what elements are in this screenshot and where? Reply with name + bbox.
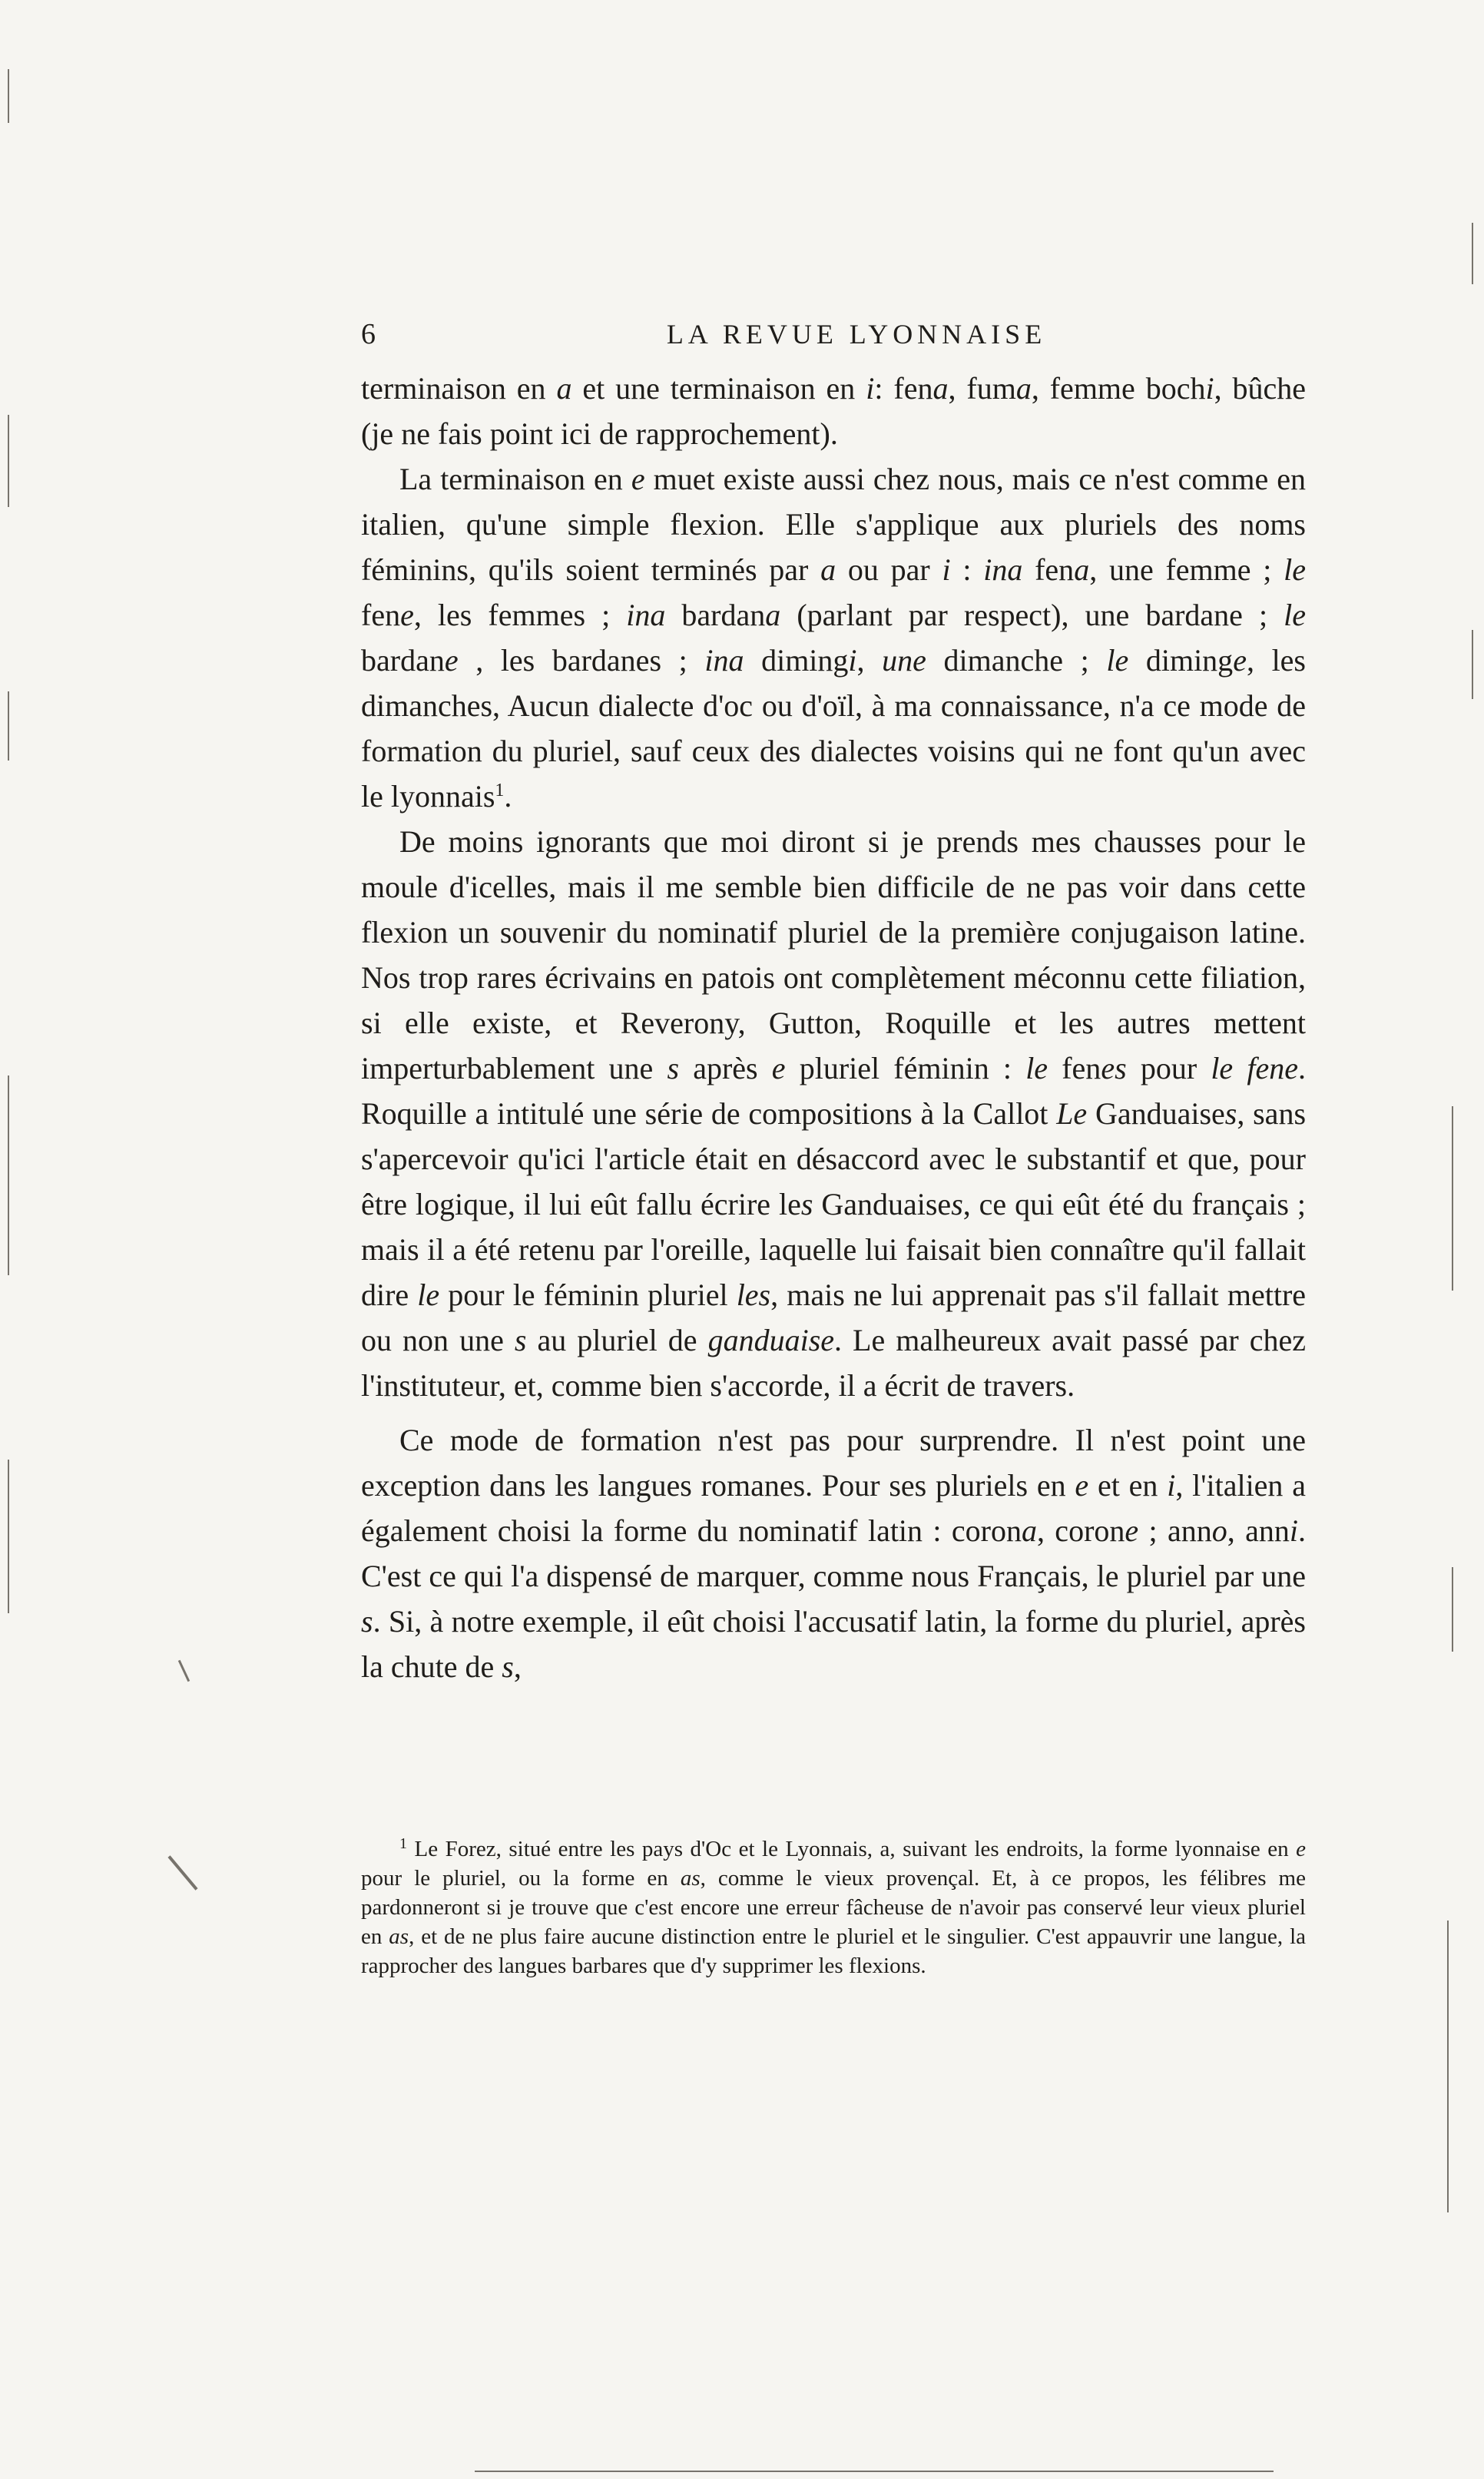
running-head bbox=[361, 317, 1306, 355]
italic-run: les bbox=[736, 1278, 771, 1312]
italic-run: e bbox=[771, 1051, 786, 1085]
text-run: ; ann bbox=[1138, 1513, 1212, 1548]
scan-artifact bbox=[178, 1660, 190, 1682]
italic-run: e bbox=[1075, 1468, 1089, 1503]
italic-run: une bbox=[882, 643, 926, 678]
scan-artifact bbox=[8, 691, 9, 761]
text-run: fen bbox=[361, 598, 401, 632]
text-run: terminaison en bbox=[361, 371, 557, 406]
text-run: , femme boch bbox=[1031, 371, 1206, 406]
scan-artifact bbox=[8, 415, 9, 507]
italic-run: le bbox=[1284, 598, 1307, 632]
text-run: , bbox=[856, 643, 883, 678]
italic-run: s bbox=[514, 1323, 527, 1357]
italic-run: a bbox=[932, 371, 949, 406]
text-run: , et de ne plus faire aucune distinction entre le pluriel et le singulier. C'est appauvrir une langue, la rapprocher des langues barbares que d'y supprimer les flexions. bbox=[361, 1924, 1307, 1978]
text-run: et une terminaison en bbox=[571, 371, 866, 406]
footnote-marker: 1 bbox=[399, 1835, 407, 1852]
italic-run: as bbox=[680, 1866, 701, 1891]
italic-run: i bbox=[1167, 1468, 1176, 1503]
italic-run: i bbox=[1205, 371, 1214, 406]
paragraph-4 bbox=[361, 1417, 1306, 1689]
text-run: bardan bbox=[665, 598, 766, 632]
italic-run: as bbox=[389, 1924, 409, 1949]
text-run: . Roquille a intitulé une série de compositions à la Callot bbox=[361, 1051, 1306, 1131]
italic-run: i bbox=[848, 643, 857, 678]
text-run: pour le féminin pluriel bbox=[439, 1278, 737, 1312]
italic-run: a bbox=[820, 552, 836, 587]
footnotes bbox=[361, 1834, 1306, 1980]
text-run: . C'est ce qui l'a dispensé de marquer, comme nous Français, le pluriel par une bbox=[361, 1513, 1306, 1593]
page-number: 6 bbox=[361, 318, 376, 350]
text-run: fen bbox=[1048, 1051, 1101, 1085]
paragraph-1 bbox=[361, 366, 1306, 456]
text-run: ou par bbox=[836, 552, 942, 587]
text-run: diming bbox=[744, 643, 849, 678]
text-run: , coron bbox=[1036, 1513, 1125, 1548]
paragraph-2 bbox=[361, 456, 1306, 819]
scan-artifact bbox=[8, 1460, 9, 1613]
scan-artifact bbox=[1447, 1921, 1449, 2212]
text-run: (parlant par respect), une bardane ; bbox=[780, 598, 1284, 632]
italic-run: s bbox=[951, 1187, 963, 1221]
italic-run: le bbox=[1025, 1051, 1048, 1085]
text-run: , fum bbox=[948, 371, 1016, 406]
text-run: . bbox=[504, 779, 512, 814]
text-run: , une femme ; bbox=[1089, 552, 1284, 587]
italic-run: s bbox=[800, 1187, 813, 1221]
scan-artifact bbox=[1472, 223, 1473, 284]
italic-run: le fene bbox=[1211, 1051, 1298, 1085]
italic-run: a bbox=[1015, 371, 1032, 406]
italic-run: ina bbox=[704, 643, 744, 678]
italic-run: a bbox=[765, 598, 781, 632]
italic-run: e bbox=[1233, 643, 1247, 678]
italic-run: le bbox=[1284, 552, 1307, 587]
text-run: : bbox=[950, 552, 984, 587]
text-run: et en bbox=[1088, 1468, 1168, 1503]
text-run: pluriel féminin : bbox=[785, 1051, 1026, 1085]
italic-run: es bbox=[1101, 1051, 1127, 1085]
text-run: Ce mode de formation n'est pas pour surprendre. Il n'est point une exception dans les langues romanes. Pour ses pluriels en bbox=[361, 1423, 1306, 1503]
italic-run: o bbox=[1211, 1513, 1227, 1548]
text-run: pour le pluriel, ou la forme en bbox=[361, 1866, 681, 1891]
italic-run: a bbox=[1074, 552, 1090, 587]
scan-artifact bbox=[167, 1855, 197, 1890]
text-run: De moins ignorants que moi diront si je prends mes chausses pour le moule d'icelles, mais il me semble bien difficile de ne pas voir dans cette flexion un souvenir du nominatif pluriel de la première conjugaison latine. Nos trop rares écrivains en patois ont complètement méconnu cette filiation, si elle existe, et Reverony, Gutton, Roquille et les autres mettent imperturbablement une bbox=[361, 824, 1306, 1085]
text-run: au pluriel de bbox=[526, 1323, 708, 1357]
text-run: , ce qui eût été du français ; mais il a été retenu par l'oreille, laquelle lui faisait bien connaître qu'il fallait dire bbox=[361, 1187, 1306, 1312]
text-run: , sans s'apercevoir qu'ici l'article était en désaccord avec le substantif et que, pour être logique, il lui eût fallu écrire le bbox=[361, 1096, 1307, 1221]
italic-run: le bbox=[417, 1278, 440, 1312]
text-run: , bbox=[513, 1649, 522, 1684]
journal-title: LA REVUE LYONNAISE bbox=[666, 319, 1047, 350]
text-run: , les dimanches, Aucun dialecte d'oc ou d'oïl, à ma connaissance, n'a ce mode de formation du pluriel, sauf ceux des dialectes voisins qui ne font qu'un avec le lyonnais bbox=[361, 643, 1306, 814]
italic-run: e bbox=[1125, 1513, 1139, 1548]
italic-run: ina bbox=[626, 598, 666, 632]
text-run: pour bbox=[1126, 1051, 1211, 1085]
text-run: , bûche (je ne fais point ici de rapprochement). bbox=[361, 371, 1307, 451]
text-run: La terminaison en bbox=[399, 462, 631, 496]
italic-run: s bbox=[361, 1604, 373, 1639]
italic-run: i bbox=[1289, 1513, 1298, 1548]
italic-run: e bbox=[400, 598, 414, 632]
italic-run: le bbox=[1106, 643, 1129, 678]
italic-run: ina bbox=[983, 552, 1023, 587]
text-run: Ganduaise bbox=[813, 1187, 952, 1221]
italic-run: e bbox=[444, 643, 459, 678]
text-run: , ann bbox=[1227, 1513, 1290, 1548]
text-run: . Si, à notre exemple, il eût choisi l'accusatif latin, la forme du pluriel, après la chute de bbox=[361, 1604, 1306, 1684]
text-run: fen bbox=[1022, 552, 1075, 587]
italic-run: e bbox=[631, 462, 645, 496]
text-run: , les femmes ; bbox=[413, 598, 627, 632]
scan-artifact bbox=[8, 69, 9, 123]
italic-run: a bbox=[1021, 1513, 1037, 1548]
scan-artifact bbox=[1452, 1106, 1453, 1291]
italic-run: i bbox=[866, 371, 875, 406]
body-text bbox=[361, 366, 1306, 1689]
italic-run: e bbox=[1296, 1837, 1306, 1861]
text-run: , l'italien a également choisi la forme du nominatif latin : coron bbox=[361, 1468, 1306, 1548]
footnote-1 bbox=[361, 1834, 1306, 1980]
text-run: diming bbox=[1128, 643, 1234, 678]
text-run: Le Forez, situé entre les pays d'Oc et le Lyonnais, a, suivant les endroits, la forme lyonnaise en bbox=[407, 1837, 1297, 1861]
footnote-reference: 1 bbox=[495, 780, 505, 800]
text-run: dimanche ; bbox=[926, 643, 1107, 678]
text-run: Ganduaise bbox=[1087, 1096, 1225, 1131]
italic-run: a bbox=[556, 371, 572, 406]
text-run: , mais ne lui apprenait pas s'il fallait mettre ou non une bbox=[361, 1278, 1307, 1357]
scan-artifact bbox=[475, 2471, 1274, 2472]
text-run: , comme le vieux provençal. Et, à ce propos, les félibres me pardonneront si je trouve que c'est encore une erreur fâcheuse de n'avoir pas conservé leur vieux pluriel en bbox=[361, 1866, 1306, 1949]
italic-run: s bbox=[502, 1649, 514, 1684]
text-run: : fen bbox=[874, 371, 933, 406]
italic-run: i bbox=[942, 552, 951, 587]
text-run: après bbox=[679, 1051, 772, 1085]
text-run: muet existe aussi chez nous, mais ce n'est comme en italien, qu'une simple flexion. Elle s'applique aux pluriels des noms féminins, qu'ils soient terminés par bbox=[361, 462, 1306, 587]
italic-run: ganduaise bbox=[707, 1323, 835, 1357]
scan-artifact bbox=[8, 1075, 9, 1275]
italic-run: Le bbox=[1056, 1096, 1088, 1131]
scan-artifact bbox=[1472, 630, 1473, 699]
scan-artifact bbox=[1452, 1567, 1453, 1652]
italic-run: s bbox=[667, 1051, 680, 1085]
italic-run: s bbox=[1224, 1096, 1237, 1131]
text-run: , les bardanes ; bbox=[458, 643, 705, 678]
paragraph-3 bbox=[361, 819, 1306, 1408]
text-run: bardan bbox=[361, 643, 445, 678]
text-run: . Le malheureux avait passé par chez l'instituteur, et, comme bien s'accorde, il a écrit de travers. bbox=[361, 1323, 1306, 1403]
